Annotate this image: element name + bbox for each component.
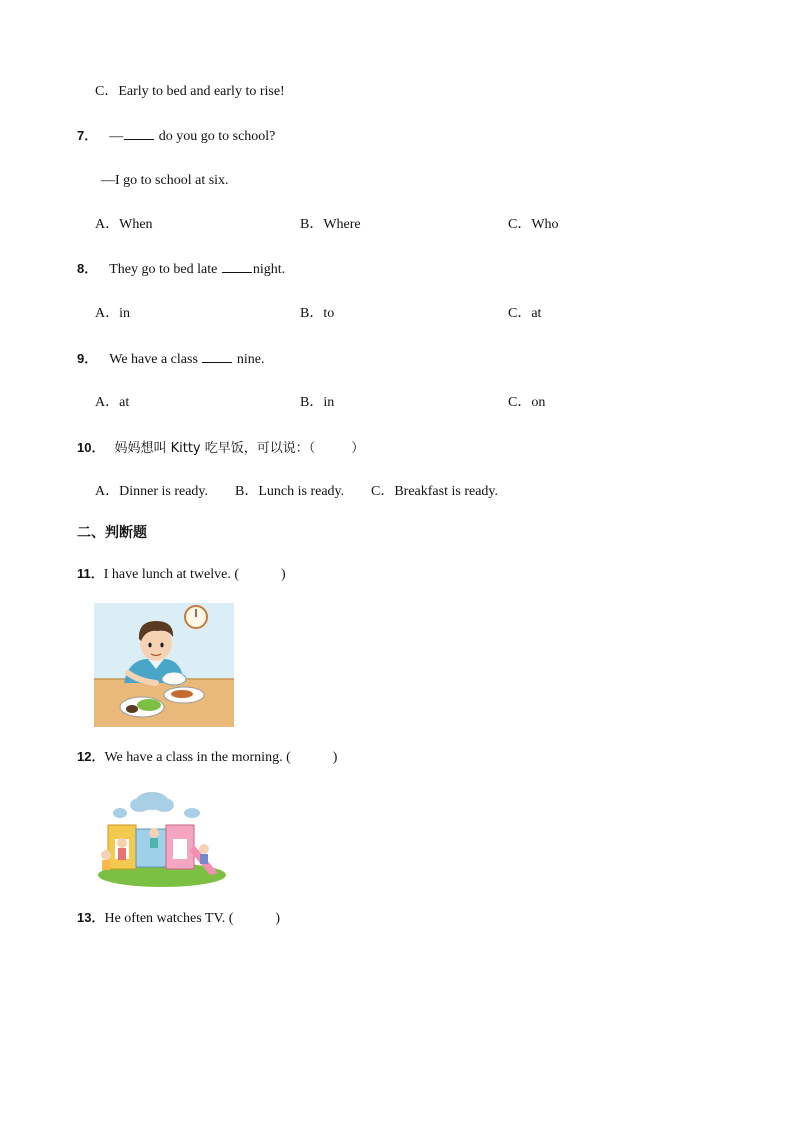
children-playground-icon <box>92 785 228 889</box>
q9-option-b[interactable]: B．in <box>300 395 335 410</box>
q7-option-c[interactable]: C．Who <box>508 217 559 232</box>
q10-option-a[interactable]: A．Dinner is ready. <box>95 484 209 499</box>
close-paren: ） <box>351 441 365 456</box>
question-number: 13． <box>77 910 105 925</box>
man-eating-lunch-icon <box>94 603 234 727</box>
close-paren: ) <box>275 911 281 926</box>
question-number: 10． <box>77 440 105 455</box>
question-11 <box>77 565 286 584</box>
question-12 <box>77 748 337 767</box>
question-text: 妈妈想叫 Kitty 吃早饭，可以说：（ <box>114 441 316 456</box>
question-9 <box>77 350 265 369</box>
q7-option-a[interactable]: A．When <box>95 217 153 232</box>
q9-option-c[interactable]: C．on <box>508 395 546 410</box>
question-number: 11． <box>77 566 104 581</box>
question-text: We have a class in the morning. ( <box>104 750 291 765</box>
question-text: do you go to school? <box>158 129 276 144</box>
question-10 <box>77 439 364 458</box>
question-text-before: We have a class <box>109 352 198 367</box>
answer-blank[interactable] <box>222 260 252 273</box>
question-text: He often watches TV. ( <box>104 911 234 926</box>
question-number: 12． <box>77 749 105 764</box>
question-8 <box>77 260 285 279</box>
question-7 <box>77 127 275 146</box>
q10-option-c[interactable]: C．Breakfast is ready. <box>371 484 498 499</box>
question-text-before: They go to bed late <box>109 262 218 277</box>
q7-answer: —I go to school at six. <box>101 173 229 188</box>
question-text-after: night. <box>252 262 286 277</box>
section-title-judgement: 二、判断题 <box>77 525 147 541</box>
children-playground-picture <box>92 785 228 889</box>
close-paren: ) <box>281 567 286 582</box>
question-number: 8． <box>77 261 98 276</box>
question-number: 9． <box>77 351 98 366</box>
answer-blank[interactable] <box>124 127 154 140</box>
dash: — <box>109 129 124 144</box>
question-text-after: nine. <box>236 352 265 367</box>
q8-option-a[interactable]: A．in <box>95 306 130 321</box>
q6-option-c: C．Early to bed and early to rise! <box>95 84 285 99</box>
close-paren: ) <box>332 750 338 765</box>
q8-option-b[interactable]: B．to <box>300 306 335 321</box>
man-eating-lunch-picture <box>94 603 234 727</box>
q9-option-a[interactable]: A．at <box>95 395 130 410</box>
question-number: 7． <box>77 128 98 143</box>
q7-option-b[interactable]: B．Where <box>300 217 361 232</box>
question-text: I have lunch at twelve. ( <box>103 567 240 582</box>
q8-option-c[interactable]: C．at <box>508 306 542 321</box>
q10-option-b[interactable]: B．Lunch is ready. <box>235 484 345 499</box>
question-13 <box>77 909 280 928</box>
answer-blank[interactable] <box>202 350 232 363</box>
